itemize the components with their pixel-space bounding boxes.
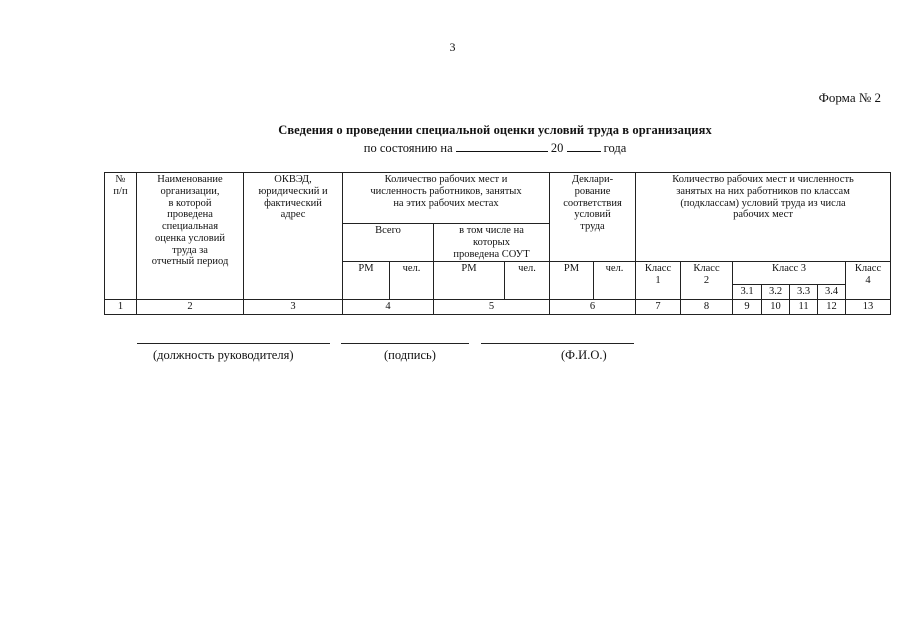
header-sout-text: в том числе на которых проведена СОУТ [453,225,530,260]
column-number-1: 1 [105,300,137,315]
header-total-text: Всего [375,225,401,236]
header-okved-text: ОКВЭД, юридический и фактический адрес [258,174,328,221]
title-block [0,123,905,156]
column-number-13: 13 [846,300,891,315]
header-sub-3-4: 3.4 [818,285,846,300]
class4-text: Класс 4 [854,263,882,286]
header-cell-classes [636,173,891,262]
signature-line-fio [481,343,634,344]
date-blank [456,139,548,152]
year-blank [567,139,601,152]
header-classes-text: Количество рабочих мест и численность занятых на них работников по классам (подклассам) условий труда из числа рабочих мест [672,174,854,221]
signature-caption-fio: (Ф.И.О.) [561,348,607,362]
subtitle-year: 20 [550,141,564,155]
column-number-11: 11 [790,300,818,315]
header-class1 [636,262,681,300]
subtitle-suffix: года [603,141,627,155]
column-number-4: 4 [343,300,434,315]
header-cell-name [137,173,244,300]
header-people-sout: чел. [505,262,550,300]
signature-line-sign [341,343,469,344]
class1-text: Класс 1 [644,263,672,286]
header-people-total: чел. [390,262,434,300]
header-name-text: Наименование организации, в которой проведена специальная оценка условий труда за отчетный период [151,174,229,268]
column-number-10: 10 [762,300,790,315]
header-declaration-text: Деклари- рование соответствия условий труда [563,174,622,232]
column-number-2: 2 [137,300,244,315]
header-workplaces-text: Количество рабочих мест и численность работников, занятых на этих рабочих местах [370,174,522,209]
header-class3: Класс 3 [733,262,846,285]
document-subtitle [0,139,905,156]
form-label: Форма № 2 [818,90,881,105]
header-sub-3-3: 3.3 [790,285,818,300]
header-cell-workplaces [343,173,550,224]
column-number-7: 7 [636,300,681,315]
header-cell-okved [244,173,343,300]
header-people-declaration: чел. [594,262,636,300]
header-cell-total [343,224,434,262]
header-sub-3-2: 3.2 [762,285,790,300]
column-number-12: 12 [818,300,846,315]
column-number-6: 6 [550,300,636,315]
page-number: 3 [449,40,456,54]
signature-caption-position: (должность руководителя) [153,348,294,362]
signature-line-position [137,343,330,344]
header-sub-3-1: 3.1 [733,285,762,300]
header-cell-sout [434,224,550,262]
column-number-3: 3 [244,300,343,315]
header-rm-total: РМ [343,262,390,300]
report-table [104,172,891,315]
class2-text: Класс 2 [693,263,720,286]
header-class2 [681,262,733,300]
column-number-9: 9 [733,300,762,315]
header-class4 [846,262,891,300]
header-rm-sout: РМ [434,262,505,300]
subtitle-prefix: по состоянию на [363,141,453,155]
header-cell-declaration [550,173,636,262]
column-number-8: 8 [681,300,733,315]
document-title: Сведения о проведении специальной оценки условий труда в организациях [278,123,712,137]
header-cell-no [105,173,137,300]
column-number-5: 5 [434,300,550,315]
header-rm-declaration: РМ [550,262,594,300]
header-no-text: № п/п [113,174,128,197]
signature-caption-sign: (подпись) [384,348,436,362]
